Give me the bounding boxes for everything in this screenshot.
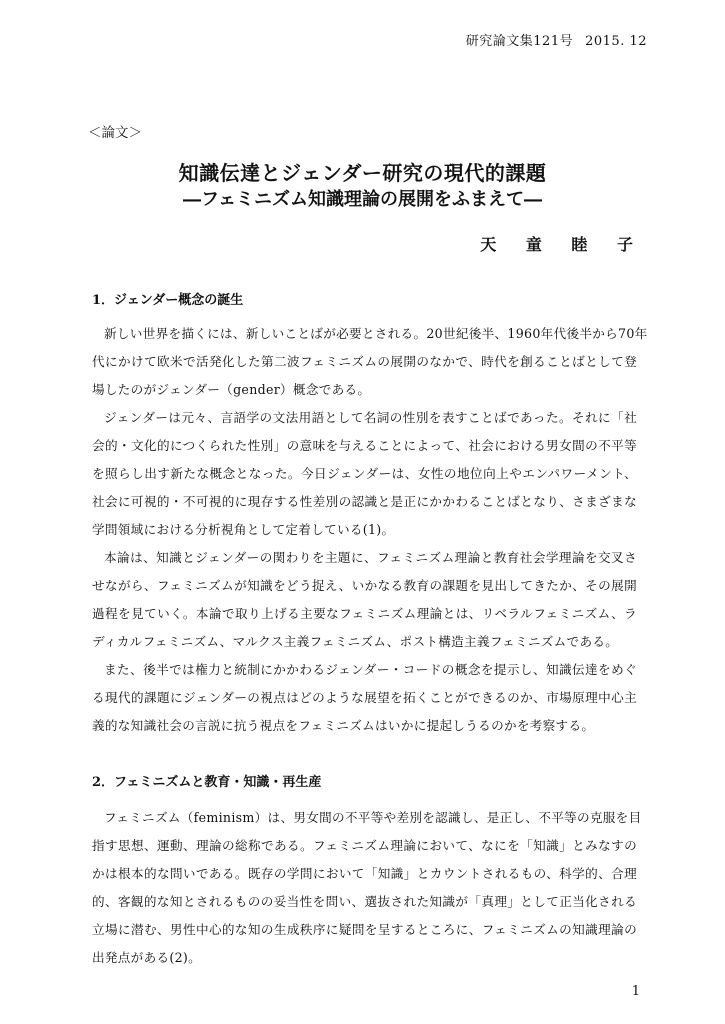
running-header xyxy=(466,30,647,49)
paragraph-line: 場したのがジェンダー（gender）概念である。 xyxy=(92,382,371,397)
paragraph-line: 新しい世界を描くには、新しいことばが必要とされる。20世紀後半、1960年代後半から70年 xyxy=(104,326,648,341)
paragraph-line: 社会に可視的・不可視的に現存する性差別の認識と是正にかかわることばとなり、さまざまな xyxy=(92,494,637,509)
paragraph-line: また、後半では権力と統制にかかわるジェンダー・コードの概念を提示し、知識伝達をめぐ xyxy=(104,662,637,677)
paragraph-line: 学問領域における分析視角として定着している(1)。 xyxy=(92,522,395,537)
paragraph-line: フェミニズム（feminism）は、男女間の不平等や差別を認識し、是正し、不平等の克服を目 xyxy=(104,810,642,825)
issue-date: 2015. 12 xyxy=(585,34,647,49)
paragraph-line: る現代的課題にジェンダーの視点はどのような展望を拓くことができるのか、市場原理中心主 xyxy=(92,690,637,705)
paragraph-line: 的、客観的な知とされるものの妥当性を問い、選抜された知識が「真理」として正当化される xyxy=(92,894,637,909)
article-title: 知識伝達とジェンダー研究の現代的課題 xyxy=(178,161,547,185)
article-subtitle: ―フェミニズム知識理論の展開をふまえて― xyxy=(182,189,543,210)
page-number: 1 xyxy=(631,984,640,999)
section-2-heading: 2．フェミニズムと教育・知識・再生産 xyxy=(92,775,322,790)
paragraph-line: 出発点がある(2)。 xyxy=(92,950,201,965)
paragraph-line: ジェンダーは元々、言語学の文法用語として名詞の性別を表すことばであった。それに「社 xyxy=(104,410,637,425)
paragraph-line: せながら、フェミニズムが知識をどう捉え、いかなる教育の課題を見出してきたか、その展開 xyxy=(92,578,637,593)
paragraph-line: ディカルフェミニズム、マルクス主義フェミニズム、ポスト構造主義フェミニズムである。 xyxy=(92,634,619,649)
article-category: ＜論文＞ xyxy=(88,125,142,141)
paragraph-line: を照らし出す新たな概念となった。今日ジェンダーは、女性の地位向上やエンパワーメント、 xyxy=(92,466,637,481)
paragraph-line: 会的・文化的につくられた性別」の意味を与えることによって、社会における男女間の不平等 xyxy=(92,438,637,453)
paragraph-line: 義的な知識社会の言説に抗う視点をフェミニズムはいかに提起しうるのかを考察する。 xyxy=(92,718,595,733)
paragraph-line: 本論は、知識とジェンダーの関わりを主題に、フェミニズム理論と教育社会学理論を交叉さ xyxy=(104,550,637,565)
paragraph-line: 立場に潜む、男性中心的な知の生成秩序に疑問を呈するところに、フェミニズムの知識理論の xyxy=(92,922,637,937)
paragraph-line: かは根本的な問いである。既存の学問において「知識」とカウントされるもの、科学的、合理 xyxy=(92,866,637,881)
journal-name: 研究論文集121号 xyxy=(465,34,574,49)
paragraph-line: 代にかけて欧米で活発化した第二波フェミニズムの展開のなかで、時代を創ることばとして登 xyxy=(92,354,637,369)
paragraph-line: 過程を見ていく。本論で取り上げる主要なフェミニズム理論とは、リベラルフェミニズム、ラ xyxy=(92,606,637,621)
section-1-heading: 1．ジェンダー概念の誕生 xyxy=(92,293,244,308)
author-name: 天 童 睦 子 xyxy=(480,235,645,254)
paragraph-line: 指す思想、運動、理論の総称である。フェミニズム理論において、なにを「知識」とみなすの xyxy=(92,838,637,853)
